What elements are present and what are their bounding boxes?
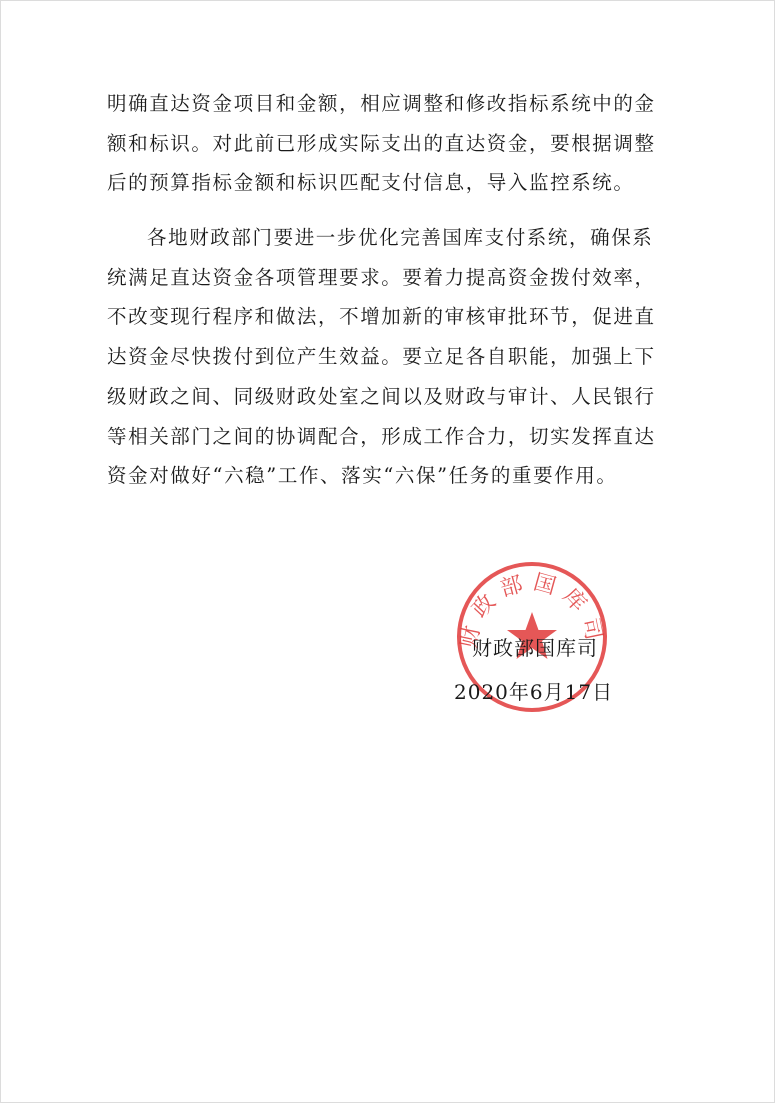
paragraph-line: 等相关部门之间的协调配合，形成工作合力，切实发挥直达 bbox=[107, 424, 656, 448]
paragraph-line: 各地财政部门要进一步优化完善国库支付系统，确保系 bbox=[147, 226, 654, 250]
paragraph-line: 额和标识。对此前已形成实际支出的直达资金，要根据调整 bbox=[107, 131, 656, 155]
document-body bbox=[107, 84, 667, 496]
paragraph-1 bbox=[107, 84, 667, 203]
paragraph-line: 级财政之间、同级财政处室之间以及财政与审计、人民银行 bbox=[107, 384, 656, 408]
paragraph-line: 统满足直达资金各项管理要求。要着力提高资金拨付效率， bbox=[107, 265, 656, 289]
paragraph-2 bbox=[107, 218, 667, 496]
paragraph-line: 不改变现行程序和做法，不增加新的审核审批环节，促进直 bbox=[107, 305, 656, 329]
seal-arc-textpath: 财政部国库司 bbox=[456, 569, 608, 651]
issuing-organization: 财政部国库司 bbox=[472, 636, 598, 660]
issue-date: 2020年6月17日 bbox=[454, 680, 614, 704]
paragraph-line: 明确直达资金项目和金额，相应调整和修改指标系统中的金 bbox=[107, 92, 656, 115]
paragraph-line: 资金对做好“六稳”工作、落实“六保”任务的重要作用。 bbox=[107, 464, 618, 488]
paragraph-line: 达资金尽快拨付到位产生效益。要立足各自职能，加强上下 bbox=[107, 345, 656, 369]
paragraph-line: 后的预算指标金额和标识匹配支付信息，导入监控系统。 bbox=[107, 171, 635, 195]
